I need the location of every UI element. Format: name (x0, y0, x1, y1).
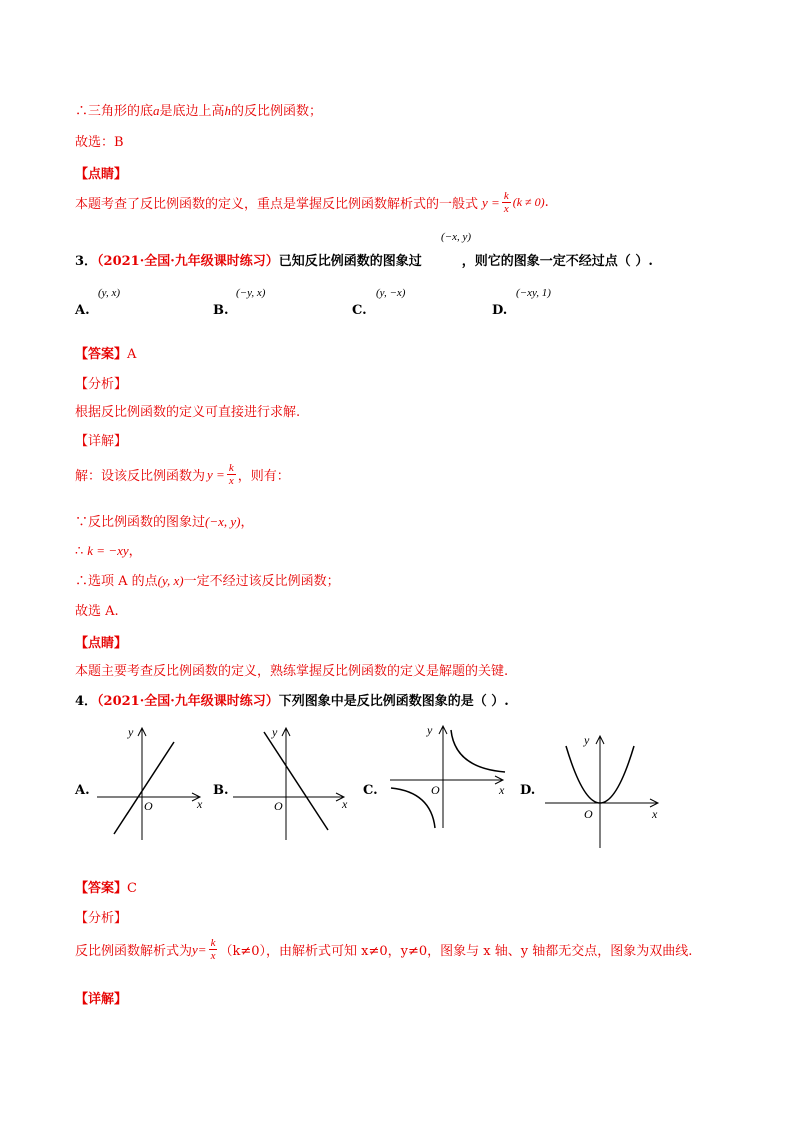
q4-b-y-label: y (272, 725, 278, 739)
q4-d-y-label: y (584, 733, 590, 747)
q3-stem-end: ，则它的图象一定不经过点（ ）. (461, 254, 653, 269)
q4-d-origin-label: O (584, 807, 593, 821)
q3-option-d-value: (−xy, 1) (516, 287, 551, 299)
q4-a-origin-label: O (144, 799, 153, 813)
q4-a-y: y= (192, 941, 207, 957)
q3-option-b-value: (−y, x) (236, 287, 266, 299)
q4-stem: 下列图象中是反比例函数图象的是（ ）. (278, 694, 509, 709)
q4-a-num: k (210, 937, 216, 949)
q3-d4-point: (y, x) (157, 573, 184, 588)
q3-option-c-value: (y, −x) (376, 287, 406, 299)
q4-a-prefix: 反比例函数解析式为 (75, 944, 193, 959)
therefore-mid: 是底边上高 (159, 104, 225, 119)
q4-a-mid: （k≠0），由解析式可知 x≠0，y≠0，图象与 x 轴、y 轴都无交点，图象为双曲线. (219, 944, 693, 959)
q3-d1-den: x (228, 475, 234, 487)
q3-d3-expr: k = −xy (87, 543, 129, 558)
q4-analysis-tag: 【分析】 (75, 911, 128, 926)
q4-option-d-letter: D. (520, 783, 536, 798)
q3-d4-suffix: 一定不经过该反比例函数； (183, 574, 340, 589)
q3-detail-tag: 【详解】 (75, 434, 128, 449)
prev-formula-y: y = (482, 194, 500, 210)
q4-source: （2021·全国·九年级课时练习） (97, 694, 279, 709)
q3-d1-suffix: ，则有： (237, 469, 290, 484)
q3-d2-suffix: ， (240, 515, 254, 530)
q3-d3-prefix: ∴ (75, 544, 84, 559)
q4-a-line (114, 742, 174, 834)
prev-formula-end: . (544, 195, 549, 210)
prev-comment-text: 本题考查了反比例函数的定义，重点是掌握反比例函数解析式的一般式 (75, 197, 479, 212)
q3-option-a-letter: A. (75, 303, 90, 318)
q4-a-den: x (210, 950, 216, 962)
q4-a-y-label: y (128, 725, 134, 739)
q4-answer (75, 877, 137, 896)
q3-d1-num: k (228, 462, 234, 474)
q3-d3-suffix: ， (128, 544, 142, 559)
prev-comment-tag: 【点睛】 (75, 167, 128, 182)
q3-detail-5: 故选 A. (75, 604, 119, 619)
q3-answer (75, 343, 136, 362)
q3-comment: 本题主要考查反比例函数的定义，熟练掌握反比例函数的定义是解题的关键. (75, 664, 509, 679)
q3-d4-prefix: ∴选项 A 的点 (75, 574, 158, 589)
q4-option-b-letter: B. (213, 783, 229, 798)
q3-stem: 已知反比例函数的图象过 (278, 254, 422, 269)
q3-answer-tag: 【答案】 (75, 347, 128, 362)
q3-stem-line (75, 250, 653, 269)
prev-formula-frac (502, 190, 511, 215)
q3-detail-3 (75, 540, 142, 559)
q3-option-c-letter: C. (352, 303, 367, 318)
prev-frac-den: x (503, 203, 509, 215)
q3-d1-frac (227, 462, 236, 487)
q3-source: （2021·全国·九年级课时练习） (97, 254, 279, 269)
var-h: h (224, 103, 232, 118)
q4-d-x-label: x (652, 807, 658, 821)
q4-stem-line (75, 690, 509, 709)
q4-c-origin-label: O (431, 783, 440, 797)
q3-d2-point: (−x, y) (205, 514, 241, 529)
q3-analysis-tag: 【分析】 (75, 377, 128, 392)
q4-graph-b (228, 722, 358, 842)
therefore-suffix: 的反比例函数； (231, 104, 323, 119)
q4-graph-d (540, 730, 670, 850)
q3-option-a-value: (y, x) (98, 287, 120, 299)
q4-option-c-letter: C. (363, 783, 378, 798)
q4-c-branch-1 (451, 730, 505, 772)
q4-a-x-label: x (197, 797, 203, 811)
q4-analysis (75, 937, 692, 962)
q3-analysis: 根据反比例函数的定义可直接进行求解. (75, 405, 301, 420)
q3-option-d-letter: D. (492, 303, 508, 318)
therefore-prefix: ∴三角形的底 (75, 104, 154, 119)
q4-a-frac (209, 937, 218, 962)
q3-d1-y: y = (207, 466, 225, 482)
prev-comment (75, 190, 549, 215)
q4-option-a-letter: A. (75, 783, 90, 798)
q3-number: 3． (75, 254, 98, 269)
q3-detail-2 (75, 511, 254, 530)
prev-choice: 故选：B (75, 135, 124, 150)
prev-formula-cond: (k ≠ 0) (512, 195, 545, 209)
q4-graph-a (92, 722, 212, 842)
q4-answer-value: C (127, 881, 137, 896)
q4-b-origin-label: O (274, 799, 283, 813)
q3-point: (−x, y) (441, 231, 472, 243)
q3-answer-value: A (127, 347, 137, 362)
q4-b-line (264, 732, 328, 830)
q4-number: 4． (75, 694, 98, 709)
q4-answer-tag: 【答案】 (75, 881, 128, 896)
q3-d2-prefix: ∵反比例函数的图象过 (75, 515, 206, 530)
q3-detail-4 (75, 570, 340, 589)
q3-option-b-letter: B. (213, 303, 229, 318)
q4-b-x-label: x (342, 797, 348, 811)
q3-detail-1 (75, 462, 290, 487)
q4-graph-c (385, 720, 515, 830)
therefore-line (75, 100, 322, 119)
q4-c-y-label: y (427, 723, 433, 737)
q4-detail-tag: 【详解】 (75, 992, 128, 1007)
var-a: a (153, 103, 160, 118)
q4-c-branch-2 (391, 788, 435, 828)
q4-c-x-label: x (499, 783, 505, 797)
prev-frac-num: k (503, 190, 509, 202)
q3-comment-tag: 【点睛】 (75, 636, 128, 651)
q3-d1-prefix: 解：设该反比例函数为 (75, 469, 206, 484)
